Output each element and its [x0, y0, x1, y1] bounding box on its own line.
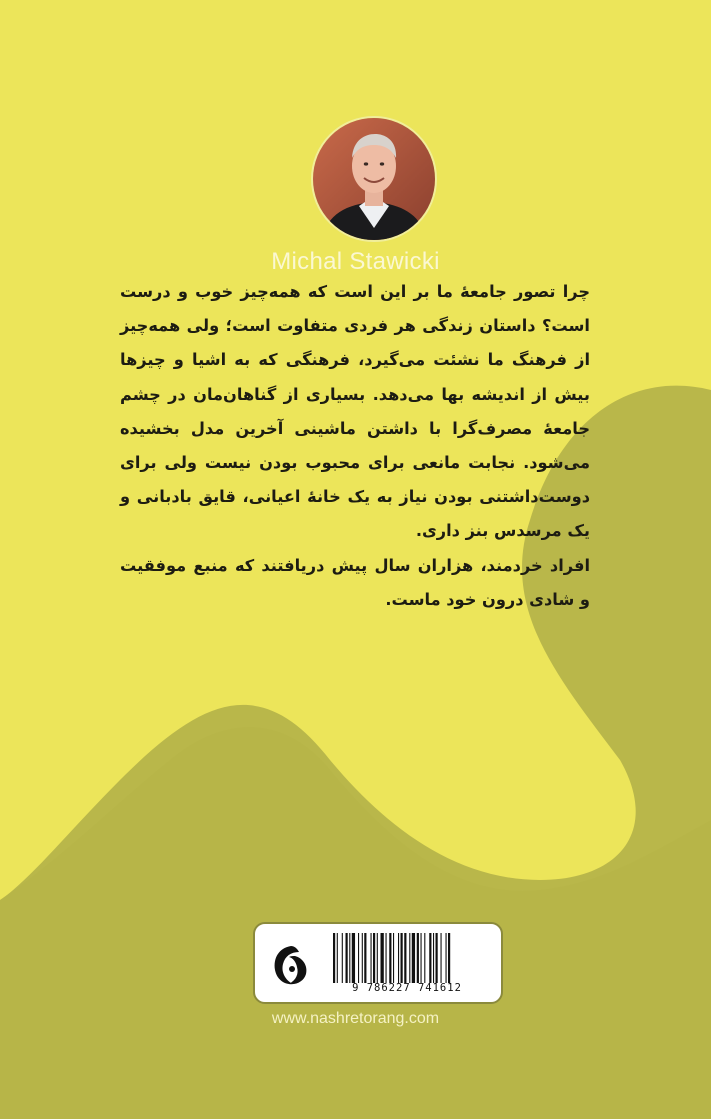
barcode-box: [253, 922, 503, 1004]
blurb-paragraph-2: افراد خردمند، هزاران سال پیش دریافتند که منبع موفقیت و شادی درون خود ماست.: [120, 555, 590, 609]
blurb-paragraph-1: چرا تصور جامعهٔ ما بر این است که همه‌چیز خوب و درست است؟ داستان زندگی هر فردی متفاوت است؛ ولی همه‌چیز از فرهنگ ما نشئت می‌گیرد، فرهنگی که به اشیا و چیزها بیش از اندیشه بها می‌دهد. بسیاری از گناهان‌مان در چشم جامعهٔ مصرف‌گرا با داشتن ماشینی آخرین مدل بخشیده می‌شود. نجابت مانعی برای محبوب بودن نیست ولی برای دوست‌داشتنی بودن نیاز به یک خانهٔ اعیانی، قایق بادبانی و یک مرسدس بنز داری.: [120, 282, 590, 541]
isbn-number: 9 786227 741612: [352, 982, 462, 994]
back-cover-blurb: [120, 275, 590, 617]
author-name: Michal Stawicki: [271, 248, 440, 275]
publisher-logo-icon: [269, 942, 313, 988]
author-photo-illustration: [313, 118, 435, 240]
author-portrait: [311, 116, 437, 242]
barcode: [331, 933, 491, 983]
publisher-website: www.nashretorang.com: [271, 1010, 440, 1027]
